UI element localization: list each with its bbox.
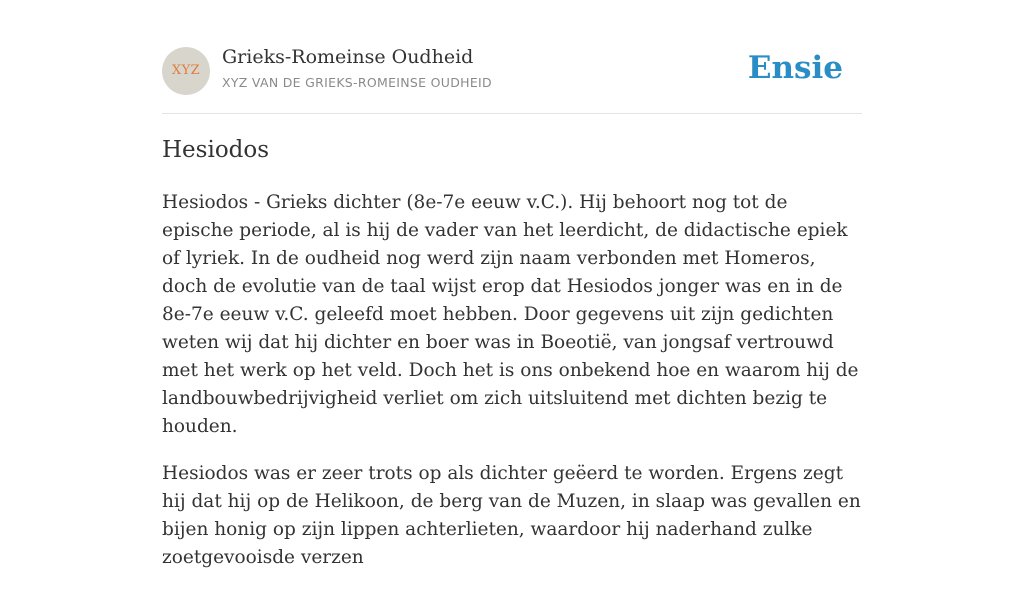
- content-column: [162, 0, 862, 568]
- publication-subtitle: XYZ VAN DE GRIEKS-ROMEINSE OUDHEID: [222, 75, 492, 90]
- publication-avatar[interactable]: XYZ: [162, 47, 210, 95]
- article-paragraph: Hesiodos was er zeer trots op als dichter geëerd te worden. Ergens zegt hij dat hij op de Helikoon, de berg van de Muzen, in slaap was gevallen en bijen honig op zijn lippen achterlieten, waardoor hij naderhand zulke zoetgevooisde verzen: [162, 463, 861, 568]
- article-paragraph: Hesiodos - Grieks dichter (8e-7e eeuw v.C.). Hij behoort nog tot de epische periode, al is hij de vader van het leerdicht, de didactische epiek of lyriek. In de oudheid nog werd zijn naam verbonden met Homeros, doch de evolutie van de taal wijst erop dat Hesiodos jonger was en in de 8e-7e eeuw v.C. geleefd moet hebben. Door gegevens uit zijn gedichten weten wij dat hij dichter en boer was in Boeotië, van jongsaf vertrouwd met het werk op het veld. Doch het is ons onbekend hoe en waarom hij de landbouwbedrijvigheid verliet om zich uitsluitend met dichten bezig te houden.: [162, 192, 859, 437]
- article-title: Hesiodos: [162, 137, 270, 163]
- ensie-logo-link[interactable]: Ensie: [747, 50, 843, 86]
- publication-header: [162, 0, 862, 114]
- article-body: [162, 189, 862, 591]
- publication-title[interactable]: Grieks-Romeinse Oudheid: [222, 46, 474, 68]
